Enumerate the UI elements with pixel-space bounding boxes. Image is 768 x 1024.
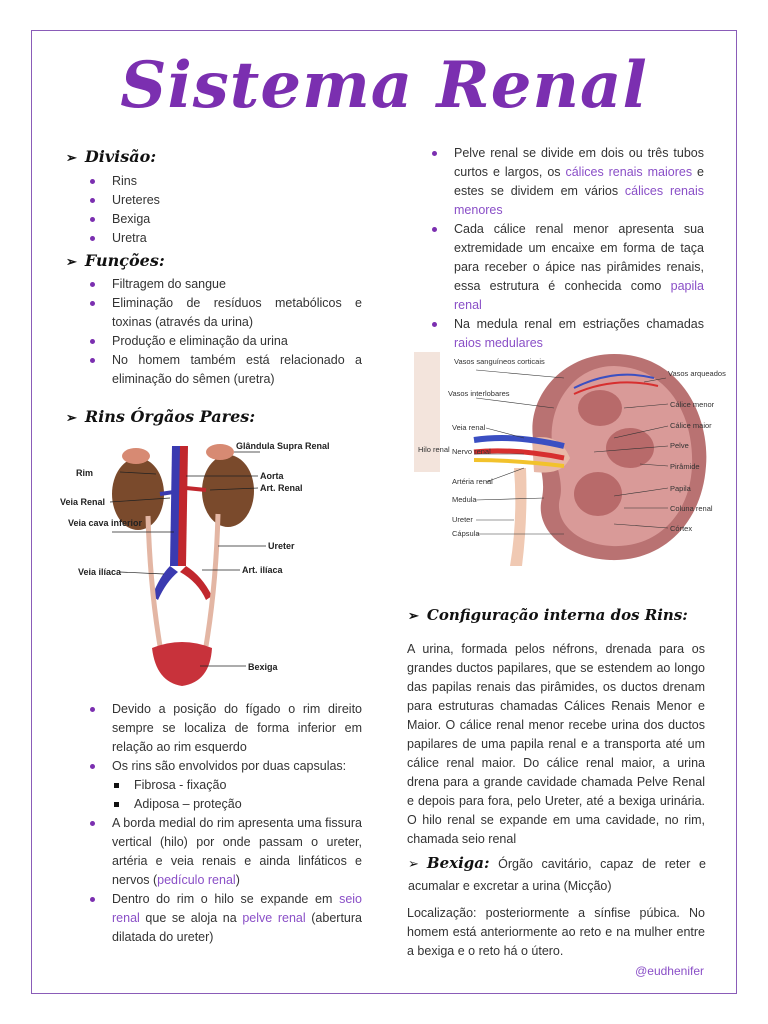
label-ureter: Ureter <box>452 515 473 524</box>
heading-rins <box>66 407 255 426</box>
arrow-icon: ➢ <box>66 151 77 166</box>
heading-divisao <box>66 147 156 166</box>
hilo-text: A borda medial do rim apresenta uma fissura vertical (hilo) por onde passam o ureter, artéria e veia renais e ainda linfáticos e nervos ( <box>112 816 362 887</box>
seio-renal-term: seio renal <box>112 892 362 925</box>
label-art-renal: Art. Renal <box>260 483 303 493</box>
bladder-shape <box>152 642 212 686</box>
pyramid-shape <box>574 472 622 516</box>
kidney-cross-section-diagram <box>414 348 726 566</box>
list-item: Bexiga <box>86 210 366 229</box>
raios-medulares-term: raios medulares <box>454 336 543 350</box>
heading-bexiga: Bexiga: <box>426 854 490 872</box>
heading-divisao-text: Divisão: <box>84 147 157 166</box>
bexiga-text: Órgão cavitário, capaz de reter e acumalar e excretar a urina (Micção) <box>408 857 706 893</box>
divisao-list <box>86 172 366 248</box>
calices-maiores-term: cálices renais maiores <box>565 165 693 179</box>
sub-list-item: Adiposa – proteção <box>112 795 362 814</box>
label-pelve: Pelve <box>670 441 689 450</box>
label-glandula: Glândula Supra Renal <box>236 441 330 451</box>
pediculo-renal-term: pedículo renal <box>157 873 236 887</box>
list-item: Filtragem do sangue <box>86 275 362 294</box>
medula-text: Na medula renal em estriações chamadas <box>454 317 704 331</box>
list-item: Uretra <box>86 229 366 248</box>
list-item <box>86 757 362 814</box>
arrow-icon: ➢ <box>408 856 419 871</box>
urinary-system-diagram <box>60 436 360 696</box>
label-vasos-arqueados: Vasos arqueados <box>668 369 726 378</box>
label-vasos-sanguineos: Vasos sanguíneos corticais <box>454 357 545 366</box>
heading-configuracao <box>408 606 688 624</box>
calice-text: Cada cálice renal menor apresenta sua extremidade um encaixe em forma de taça para receber o ápice nas pirâmides renais, essa estrutura é conhecida como <box>454 222 704 293</box>
pelve-renal-term: pelve renal <box>242 911 306 925</box>
signature: @eudhenifer <box>635 964 704 978</box>
label-aorta: Aorta <box>260 471 284 481</box>
label-piramide: Pirâmide <box>670 462 700 471</box>
label-papila: Papila <box>670 484 691 493</box>
label-veia-iliaca: Veia ilíaca <box>78 567 122 577</box>
calices-menores-term: cálices renais menores <box>454 184 704 217</box>
renal-vein-shape <box>160 492 174 494</box>
heading-funcoes-text: Funções: <box>84 251 165 270</box>
label-art-iliaca: Art. ilíaca <box>242 565 283 575</box>
side-tissue-shape <box>414 352 440 472</box>
pelve-text-b: e estes se dividem em vários <box>454 165 704 198</box>
label-nervo-renal: Nervo renal <box>452 447 491 456</box>
funcoes-list <box>86 275 362 389</box>
heading-funcoes <box>66 251 165 270</box>
hilo-text-end: ) <box>235 873 240 887</box>
seio-text-a: Dentro do rim o hilo se expande em <box>112 892 340 906</box>
arrow-icon: ➢ <box>408 609 419 624</box>
label-cortex: Córtex <box>670 524 693 533</box>
label-veia-renal: Veia renal <box>452 423 486 432</box>
papila-renal-term: papila renal <box>454 279 704 312</box>
label-coluna-renal: Coluna renal <box>670 504 713 513</box>
ureter-left-shape <box>206 514 218 646</box>
capsulas-text: Os rins são envolvidos por duas capsulas: <box>112 759 347 773</box>
label-bexiga: Bexiga <box>248 662 278 672</box>
pyramid-shape <box>578 390 622 426</box>
list-item <box>428 220 704 315</box>
capsulas-sublist <box>112 776 362 814</box>
adrenal-left-shape <box>206 444 234 460</box>
arrow-icon: ➢ <box>66 255 77 270</box>
bexiga-block <box>408 852 706 897</box>
list-item <box>86 814 362 890</box>
label-medula: Medula <box>452 495 477 504</box>
renal-artery-shape <box>186 488 206 490</box>
kidney-left-shape <box>202 455 254 527</box>
ureter-shape <box>510 468 527 566</box>
list-item <box>428 144 704 220</box>
seio-text-b: que se aloja na <box>139 911 243 925</box>
sub-list-item: Fibrosa - fixação <box>112 776 362 795</box>
rins-details-list <box>86 700 362 947</box>
list-item: No homem também está relacionado a eliminação do sêmen (uretra) <box>86 351 362 389</box>
localizacao-text: Localização: posteriormente a sínfise púbica. No homem está anteriormente ao reto e na mulher entre a bexiga e o reto há o útero. <box>407 906 705 958</box>
label-hilo-renal: Hilo renal <box>418 445 450 454</box>
label-vasos-interlobares: Vasos interlobares <box>448 389 510 398</box>
heading-configuracao-text: Configuração interna dos Rins: <box>426 606 688 624</box>
label-rim: Rim <box>76 468 94 478</box>
label-calice-maior: Cálice maior <box>670 421 712 430</box>
label-arteria-renal: Artéria renal <box>452 477 493 486</box>
page-title: Sistema Renal <box>120 48 648 123</box>
heading-rins-text: Rins Órgãos Pares: <box>84 407 256 426</box>
arrow-icon: ➢ <box>66 411 77 426</box>
label-ureter: Ureter <box>268 541 295 551</box>
adrenal-right-shape <box>122 448 150 464</box>
label-veia-cava: Veia cava inferior <box>68 518 143 528</box>
iliac-vein-shape <box>152 566 178 600</box>
label-capsula: Cápsula <box>452 529 480 538</box>
seio-text-c: (abertura dilatada do ureter) <box>112 911 362 944</box>
pelve-text-a: Pelve renal se divide em dois ou três tubos curtos e largos, os <box>454 146 704 179</box>
pelve-list <box>428 144 704 353</box>
list-item: Rins <box>86 172 366 191</box>
label-calice-menor: Cálice menor <box>670 400 715 409</box>
list-item <box>86 890 362 947</box>
ureter-right-shape <box>148 516 160 646</box>
list-item: Eliminação de resíduos metabólicos e toxinas (através da urina) <box>86 294 362 332</box>
iliac-artery-shape <box>180 566 212 600</box>
list-item: Produção e eliminação da urina <box>86 332 362 351</box>
list-item: Devido a posição do fígado o rim direito sempre se localiza de forma inferior em relação ao rim esquerdo <box>86 700 362 757</box>
list-item: Ureteres <box>86 191 366 210</box>
configuracao-text: A urina, formada pelos néfrons, drenada para os grandes ductos papilares, que se estendem ao longo das papilas renais das pirâmides, os ductos drenam para estruturas chamadas Cálices Renais Menor e Maior. O cálice renal menor recebe urina dos ductos papilares de uma papila renal e a transporta até um cálice renal maior. Do cálice renal maior, a urina drena para a grande cavidade chamada Pelve Renal e depois para fora, pelo Ureter, até a bexiga urinária. O hilo renal se expande em uma cavidade, no rim, chamada seio renal <box>407 642 705 846</box>
label-veia-renal: Veia Renal <box>60 497 106 507</box>
